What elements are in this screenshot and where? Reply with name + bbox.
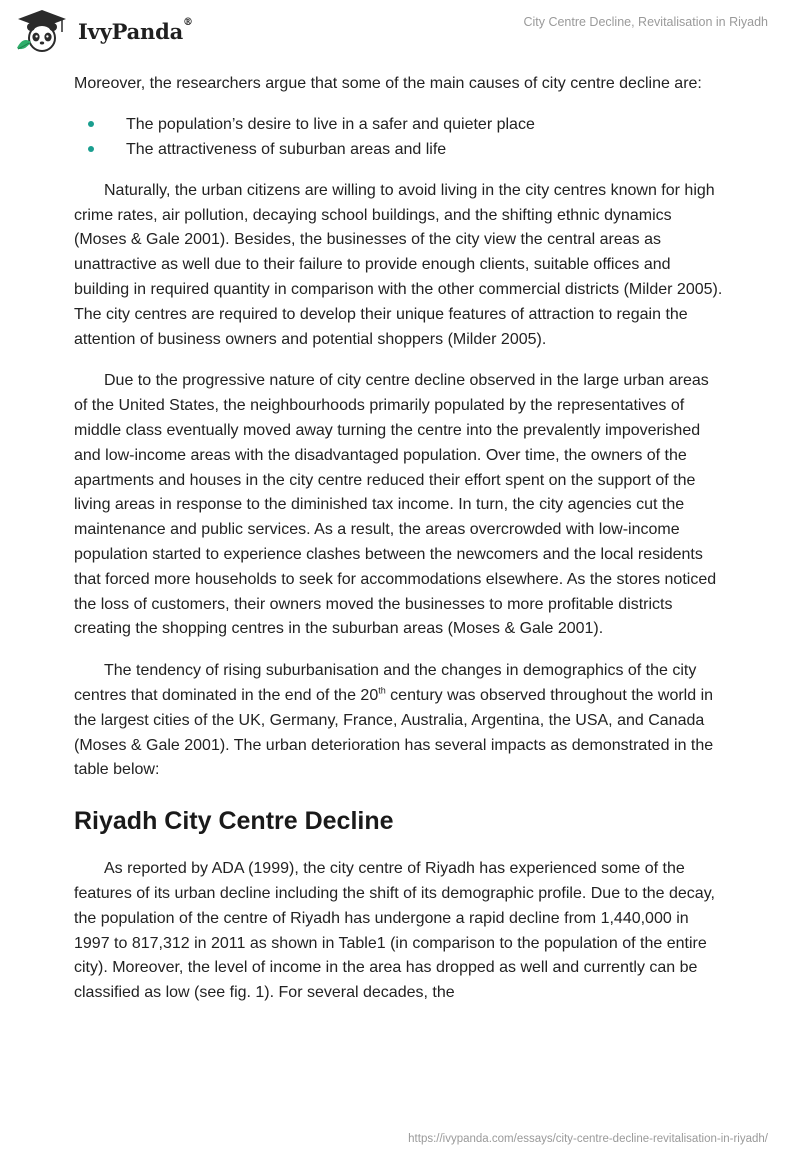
paragraph: As reported by ADA (1999), the city centre of Riyadh has experienced some of the features of its urban decline including the shift of its demographic profile. Due to the decay, the population of the centre of Riyadh has undergone a rapid decline from 1,440,000 in 1997 to 817,312 in 2011 as shown in Table1 (in comparison to the population of the entire city). Moreover, the level of income in the area has dropped as well and currently can be classified as low (see fig. 1). For several decades, the xyxy=(74,860,715,1002)
panda-graduate-icon xyxy=(14,8,70,54)
source-url[interactable]: https://ivypanda.com/essays/city-centre-decline-revitalisation-in-riyadh/ xyxy=(408,1133,768,1145)
page-header xyxy=(0,0,800,60)
document-title: City Centre Decline, Revitalisation in Riyadh xyxy=(523,15,768,29)
intro-paragraph: Moreover, the researchers argue that some of the main causes of city centre decline are: xyxy=(74,75,702,92)
paragraph: The tendency of rising suburbanisation and the changes in demographics of the city centres that dominated in the end of the 20th century was observed throughout the world in the largest cities of the UK, Germany, France, Australia, Argentina, the USA, and Canada (Moses & Gale 2001). The urban deterioration has several impacts as demonstrated in the table below: xyxy=(74,662,714,779)
article-body xyxy=(74,72,726,1006)
bullet-dot-icon xyxy=(88,146,94,152)
paragraph: Due to the progressive nature of city centre decline observed in the large urban areas of the United States, the neighbourhoods primarily populated by the representatives of middle class eventually moved away turning the centre into the prevalently impoverished and low-income areas with the disadvantaged population. Over time, the owners of the apartments and houses in the city centre reduced their effort spent on the support of the living areas in response to the diminished tax income. In turn, the city agencies cut the maintenance and public services. As a result, the areas overcrowded with low-income population started to experience clashes between the newcomers and the local residents that forced more households to seek for accommodations elsewhere. As the stores noticed the loss of customers, their owners moved the businesses to more profitable districts creating the shopping centres in the suburban areas (Moses & Gale 2001). xyxy=(74,372,717,638)
bullet-dot-icon xyxy=(88,121,94,127)
causes-list xyxy=(74,112,726,162)
section-heading: Riyadh City Centre Decline xyxy=(74,807,394,836)
brand-name: IvyPanda® xyxy=(78,16,193,44)
list-item: The attractiveness of suburban areas and life xyxy=(74,137,726,162)
ivypanda-logo[interactable] xyxy=(14,8,193,54)
paragraph: Naturally, the urban citizens are willing to avoid living in the city centres known for high crime rates, air pollution, decaying school buildings, and the shifting ethnic dynamics (Moses & Gale 2001). Besides, the businesses of the city view the central areas as unattractive as well due to their failure to provide enough clients, suitable offices and building in required quantity in comparison with the other commercial districts (Milder 2005). The city centres are required to develop their unique features of attraction to regain the attention of business owners and potential shoppers (Milder 2005). xyxy=(74,181,723,348)
list-item: The population’s desire to live in a safer and quieter place xyxy=(74,112,726,137)
